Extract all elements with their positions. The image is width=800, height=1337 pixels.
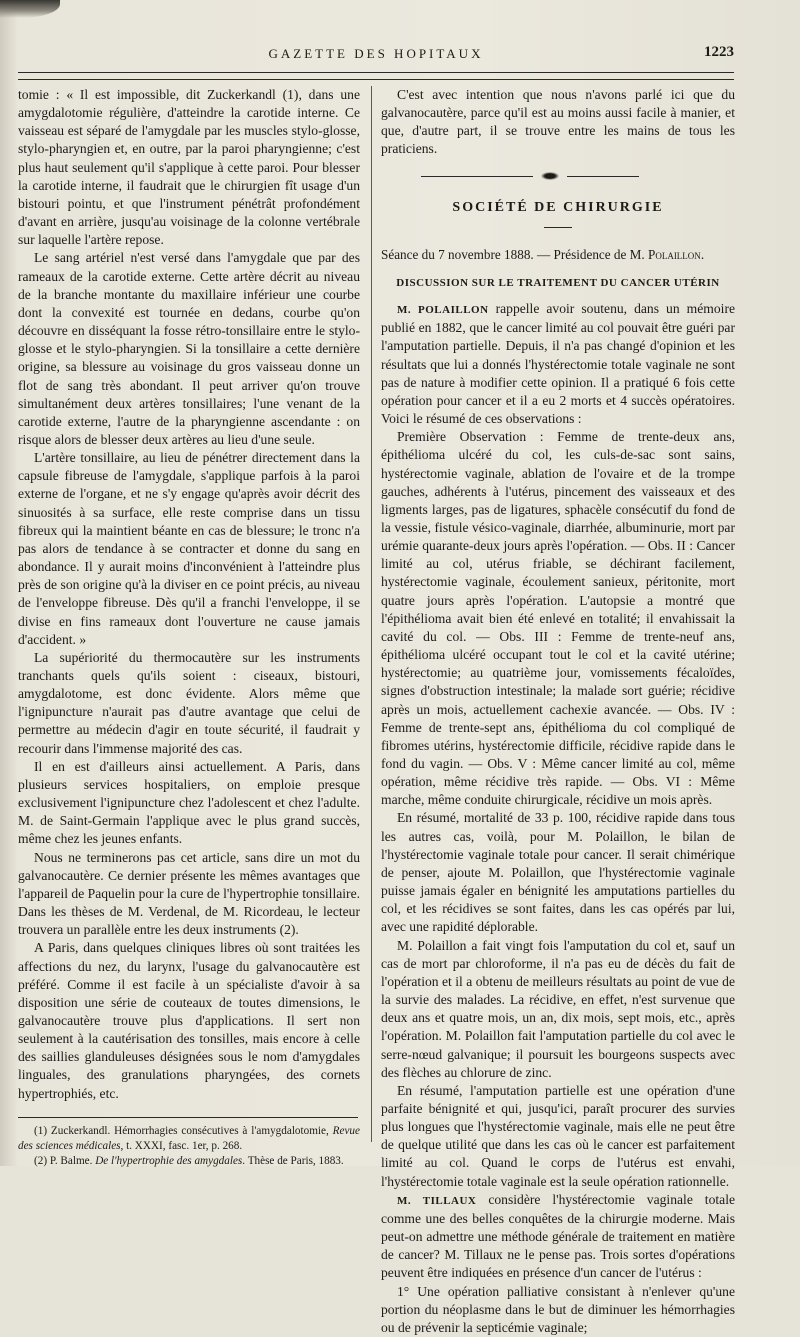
paragraph-text: M. Polaillon a fait vingt fois l'amputation du col et, sauf un cas de mort par chloroforme, il n'a pas eu de décès du fait de l'opération et il a obtenu de meilleurs résultats au point de vue de la survie des malades. La récidive, en effet, n'est survenue que deux ans et quatre mois, un an, dix mois, sept mois, etc., après l'opération. M. Polaillon fait l'amputation partielle du col avec le serre-nœud galvanique; il poursuit les bourgeons suspects avec des flèches au chlorure de zinc. [381,937,735,1080]
right-paragraph [381,428,735,809]
footnote-text: (1) Zuckerkandl. Hémorrhagies consécutives à l'amygdalotomie, [34,1124,333,1137]
page-number: 1223 [704,44,734,60]
running-head: GAZETTE DES HOPITAUX [268,46,484,61]
paragraph-text: considère l'hystérectomie vaginale totale comme une des belles conquêtes de la chirurgie moderne. Mais peut-on admettre une méthode générale de traitement en matière de cancer? M. Tillaux ne le pense pas. Trois sortes d'opérations peuvent être indiquées en présence d'un cancer de l'utérus : [381,1191,736,1281]
ornamental-divider [381,171,735,181]
paragraph-text: rappelle avoir soutenu, dans un mémoire publié en 1882, que le cancer limité au col pouvait être guéri par l'amputation partielle. Depuis, il n'a pas changé d'opinion et les résultats que lui a donnés l'hystérectomie totale vaginale ne sont pas de nature à modifier cette opinion. Il a pratiqué 6 fois cette opération pour cancer et il a eu 2 morts et 4 succès opératoires. Voici le résumé de ces observations : [381,301,735,427]
president-name: Polaillon [647,246,701,262]
right-paragraph [381,1283,735,1337]
seance-text: Séance du 7 novembre 1888. — Présidence de M. [381,246,648,262]
left-paragraph: La supériorité du thermocautère sur les instruments tranchants quels qu'ils soient : ciseaux, bistouri, amygdalotome, est donc évidente. Alors même que l'ignipuncture n'aurait pas d'autre avantage que celui de permettre au médecin d'agir en toute sécurité, il faudrait y recourir dans l'immense majorité des cas. [18,649,360,756]
paragraph-text: Première Observation : Femme de trente-deux ans, épithélioma ulcéré du col, les culs-de-sac sont sains, hystérectomie vaginale, ablation de l'ovaire et de la trompe gauches, adhérents à l'utérus, pincement des vaisseaux et des ligments larges, pas de ligatures, sphacèle consécutif du fond de la vessie, fistule vésico-vaginale, diarrhée, albuminurie, mort par urémie quarante-deux jours après l'opération. — Obs. II : Cancer limité au col, utérus friable, se déchirant facilement, hystérectomie vaginale, écoulement sanieux, péritonite, mort quatre jours après l'opération. L'autopsie a montré que l'épithélioma avait bien été enlevé en totalité; il envahissait la cavité du col. — Obs. III : Femme de trente-neuf ans, épithélioma ulcéré occupant tout le col et la cavité utérine; hystérectomie; au quatrième jour, vomissements fécaloïdes, signes d'obstruction intestinale; la malade sort guérie; récidive après un mois, actuellement cachexie avancée. — Obs. IV : Femme de trente-sept ans, épithélioma du col compliqué de fibromes utérins, hystérectomie difficile, récidive rapide dans le fond du vagin. — Obs. V : Même cancer limité au col, même opération, même récidive très rapide. — Obs. VI : Même marche, même conduite chirurgicale, récidive un mois après. [381,429,735,808]
left-paragraph: Le sang artériel n'est versé dans l'amygdale que par des rameaux de la carotide externe. Cette artère décrit au niveau de la branche montante du maxillaire inférieur une courbe dont la convexité est tournée en dedans, courbe qu'on découvre en disséquant la fosse rétro-tonsillaire entre le stylo-glosse et le stylo-pharyngien. Si la tonsillaire a cette dernière origine, sa blessure au voisinage du gros vaisseau donne un flot de sang très abondant. Il peut arriver qu'on trouve simultanément deux artères tonsillaires; l'une venant de la carotide externe, l'autre de la pharyngienne ascendante : on risque alors de blesser deux artères au lieu d'une seule. [18,250,360,447]
footnote-2 [18,1154,360,1169]
footnote-journal-title: Revue des sciences médicales [18,1124,360,1152]
right-paragraph [381,1082,735,1191]
right-paragraph [381,937,735,1082]
right-paragraph [381,1191,735,1283]
footnote-1 [18,1124,360,1154]
ornament-line-right [567,176,639,177]
left-paragraph: Il en est d'ailleurs ainsi actuellement. A Paris, dans plusieurs services hospitaliers, on emploie presque exclusivement l'ignipuncture chez l'adolescent et chez l'adulte. M. de Saint-Germain l'applique avec le plus grand succès, même chez les jeunes enfants. [18,758,360,847]
footnote-text: (2) P. Balme. [34,1155,96,1168]
page-header [18,42,734,66]
left-paragraph: A Paris, dans quelques cliniques libres où sont traitées les affections du nez, du larynx, l'usage du galvanocautère est préféré. Comme il est facile à un spécialiste d'avoir à sa disposition une série de couteaux de toutes dimensions, le galvanocautère trouve plus d'applications. Il sert non seulement à la cautérisation des tonsilles, mais encore à celle des saillies glanduleuses désignées sous le nom d'amygdales linguales, des granulations pharyngées, des cornets hypertrophiés, etc. [18,940,360,1101]
footnote-rule [18,1117,358,1118]
footnote-text: , t. XXXI, fasc. 1er, p. 268. [120,1139,243,1152]
discussion-subheading: DISCUSSION SUR LE TRAITEMENT DU CANCER UTÉRIN [396,276,720,289]
speaker-name: M. TILLAUX [397,1194,477,1207]
section-short-rule [544,227,572,228]
paragraph-text: 1° Une opération palliative consistant à n'enlever qu'une portion du néoplasme dans le but de diminuer les hémorrhagies ou de prévenir la septicémie vaginale; [381,1283,735,1335]
paragraph-text: En résumé, mortalité de 33 p. 100, récidive rapide dans tous les autres cas, voilà, pour M. Polaillon, le bilan de l'hystérectomie vaginale totale pour cancer. Il serait chimérique de penser, ajoute M. Polaillon, que l'hystérectomie vaginale puisse jamais égaler en bénignité les amputations partielles du col, et les récidives se sont faites, dans les cas opérés par lui, avec une rapidité déplorable. [381,810,735,935]
left-column [18,86,360,1169]
left-paragraph: L'artère tonsillaire, au lieu de pénétrer directement dans la capsule fibreuse de l'amygdale, s'applique parfois à la paroi externe de l'organe, et ne s'y engage qu'après avoir décrit des sinuosités à sa surface, elle reste comprise dans un tissu fibreux qui la maintient béante en cas de blessure; le tronc n'a pas alors de tendance à se contracter et donne du sang en abondance. Il y aurait moins d'inconvénient à l'atteindre plus près de son origine qu'à la diviser en ce point précis, au niveau de l'enveloppe fibreuse. Dès qu'il a franchi l'enveloppe, il se divise en fins rameaux dont l'ouverture ne cause jamais d'accident. » [18,450,360,647]
left-paragraph: Nous ne terminerons pas cet article, sans dire un mot du galvanocautère. Ce dernier présente les mêmes avantages que l'appareil de Paquelin pour la cure de l'hypertrophie tonsillaire. Dans les thèses de M. Verdenal, de M. Ricordeau, le lecteur trouvera un parallèle entre les deux instruments (2). [18,849,360,938]
column-divider [371,86,372,1142]
intro-paragraph: C'est avec intention que nous n'avons parlé ici que du galvanocautère, parce qu'il est au moins aussi facile à manier, et que, d'autre part, il se trouve entre les mains de tous les praticiens. [381,87,735,157]
footnotes [18,1124,360,1170]
section-title: SOCIÉTÉ DE CHIRURGIE [452,199,664,215]
seance-text-end: . [700,246,705,262]
ornament-center [541,172,559,180]
footnote-text: . Thèse de Paris, 1883. [242,1155,344,1168]
left-paragraph: tomie : « Il est impossible, dit Zuckerkandl (1), dans une amygdalotomie régulière, d'atteindre la carotide interne. Ce vaisseau est séparé de l'amygdale par les muscles stylo-glosse, stylo-pharyngien et, en outre, par la paroi pharyngienne; c'est plus haut seulement qu'il s'applique à cette paroi. Pour blesser la carotide interne, il faudrait que le chirurgien fît usage d'un bistouri pointu, et que l'instrument pénétrât profondément d'avant en arrière, jusqu'au voisinage de la colonne vertébrale sur laquelle l'artère repose. [18,87,360,248]
ornament-line-left [421,176,533,177]
page-corner-shadow [0,0,60,18]
seance-line [381,246,735,264]
right-paragraph [381,300,735,428]
footnote-thesis-title: De l'hypertrophie des amygdales [95,1155,243,1168]
paragraph-text: En résumé, l'amputation partielle est une opération d'une parfaite bénignité et qui, jusqu'ici, paraît procurer des survies plus longues que l'hystérectomie vaginale, mais elle ne peut être de quelque utilité que dans les cas où le cancer est parfaitement limité au col. Quand le corps de l'utérus est envahi, l'hystérectomie totale vaginale est la seule opération rationnelle. [381,1082,735,1189]
right-column [381,86,735,1337]
speaker-name: M. POLAILLON [397,304,489,317]
right-paragraph [381,809,735,936]
header-double-rule [18,72,734,80]
